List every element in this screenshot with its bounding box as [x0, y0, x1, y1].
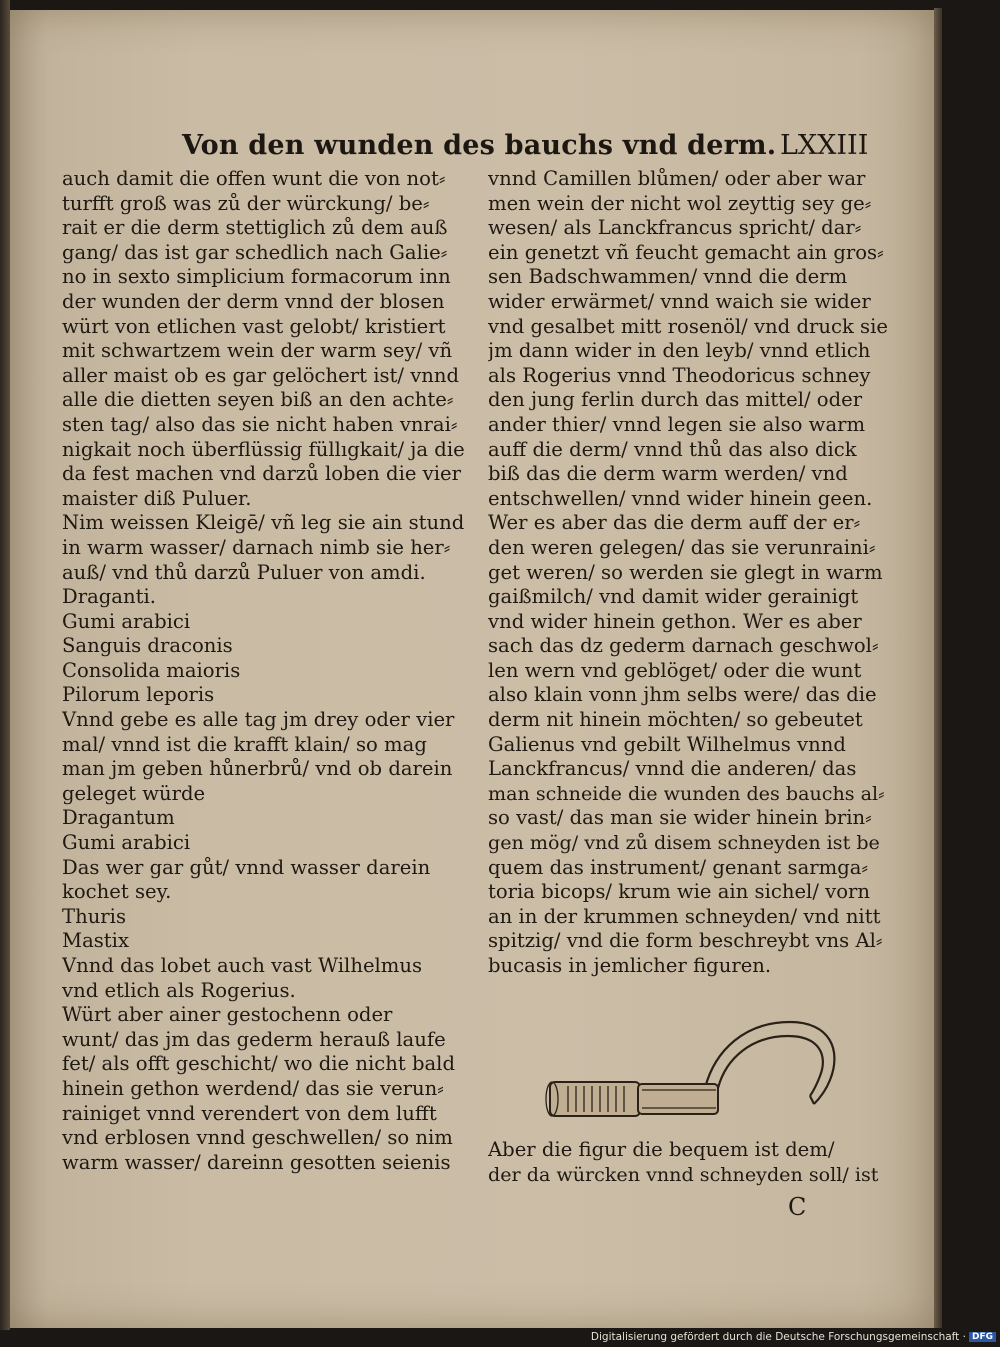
dfg-credit-footer	[590, 1331, 1000, 1347]
text-line: man schneide die wunden des bauchs al⸗	[488, 781, 885, 805]
text-line: alle die dietten seyen biß an den achte⸗	[62, 388, 454, 412]
running-title: Von den wunden des bauchs vnd derm.	[182, 130, 777, 161]
text-line: derm nit hinein möchten/ so gebeutet	[488, 708, 863, 732]
text-line: Nim weissen Kleigē/ vñ leg sie ain stund	[62, 511, 465, 535]
text-line: den weren gelegen/ das sie verunraini⸗	[488, 535, 876, 559]
folio-number: LXXIII	[780, 130, 869, 161]
text-line: get weren/ so werden sie glegt in warm	[488, 560, 883, 584]
text-line: nigkait noch überflüssig füllıgkait/ ja die	[62, 437, 465, 461]
text-line: Das wer gar gůt/ vnnd wasser darein	[62, 855, 431, 879]
text-line: Consolida maioris	[62, 658, 241, 682]
text-line: also klain vonn jhm selbs were/ das die	[488, 683, 877, 707]
text-line: fet/ als offt geschicht/ wo die nicht bald	[62, 1052, 455, 1076]
text-line: sach das dz gederm darnach geschwol⸗	[488, 634, 879, 658]
text-line: jm dann wider in den leyb/ vnnd etlich	[488, 339, 871, 363]
text-line: no in sexto simplicium formacorum inn	[62, 265, 451, 289]
text-line: den jung ferlin durch das mittel/ oder	[488, 388, 863, 412]
text-line: Thuris	[62, 904, 126, 928]
text-line: vnd erblosen vnnd geschwellen/ so nim	[62, 1126, 453, 1150]
text-column-left	[62, 167, 472, 1175]
text-line: Mastix	[62, 929, 129, 953]
text-line: ander thier/ vnnd legen sie also warm	[488, 412, 866, 436]
text-line: würt von etlichen vast gelobt/ kristiert	[62, 314, 446, 338]
dfg-logo: DFG	[969, 1332, 996, 1342]
book-edge-left	[0, 0, 10, 1330]
text-line: als Rogerius vnnd Theodoricus schney	[488, 363, 871, 387]
text-line: gen mög/ vnd zů disem schneyden ist be	[488, 831, 880, 855]
text-line: so vast/ das man sie wider hinein brin⸗	[488, 806, 872, 830]
text-line: Lanckfrancus/ vnnd die anderen/ das	[488, 757, 857, 781]
text-line: toria bicops/ krum wie ain sichel/ vorn	[488, 880, 871, 904]
text-line: sten tag/ also das sie nicht haben vnrai⸗	[62, 412, 458, 436]
book-edge-right	[934, 8, 942, 1328]
text-line: mit schwartzem wein der warm sey/ vñ	[62, 339, 453, 363]
text-line: Wer es aber das die derm auff der er⸗	[488, 511, 861, 535]
text-line: da fest machen vnd darzů loben die vier	[62, 462, 461, 486]
footer-text: Digitalisierung gefördert durch die Deutsche Forschungsgemeinschaft ·	[590, 1331, 966, 1343]
text-line: an in der krummen schneyden/ vnd nitt	[488, 904, 881, 928]
text-line: auß/ vnd thů darzů Puluer von amdi.	[62, 560, 426, 584]
text-line: biß das die derm warm werden/ vnd	[488, 462, 848, 486]
text-line: in warm wasser/ darnach nimb sie her⸗	[62, 535, 451, 559]
text-line: Gumi arabici	[62, 609, 191, 633]
text-line: maister diß Puluer.	[62, 486, 252, 510]
text-line: bucasis in jemlicher figuren.	[488, 954, 772, 977]
sickle-knife-illustration	[530, 1010, 860, 1140]
text-line: quem das instrument/ genant sarmga⸗	[488, 855, 868, 879]
signature-mark: C	[788, 1193, 807, 1221]
text-line: warm wasser/ dareinn gesotten seienis	[62, 1150, 451, 1174]
text-line: gaißmilch/ vnd damit wider gerainigt	[488, 585, 859, 609]
text-line: Würt aber ainer gestochenn oder	[62, 1003, 393, 1027]
text-line: Draganti.	[62, 585, 156, 609]
text-line: wider erwärmet/ vnnd waich sie wider	[488, 289, 871, 313]
text-line: Dragantum	[62, 806, 175, 830]
text-line: mal/ vnnd ist die krafft klain/ so mag	[62, 732, 427, 756]
caption-line: Aber die figur die bequem ist dem/	[488, 1138, 835, 1161]
text-line: rainiget vnnd verendert von dem lufft	[62, 1101, 437, 1125]
page-header	[10, 130, 934, 170]
text-line: aller maist ob es gar gelöchert ist/ vnnd	[62, 363, 460, 387]
text-line: kochet sey.	[62, 880, 172, 904]
text-line: Pilorum leporis	[62, 683, 215, 707]
book-page	[10, 10, 934, 1328]
text-line: Vnnd das lobet auch vast Wilhelmus	[62, 954, 423, 977]
text-line: rait er die derm stettiglich zů dem auß	[62, 216, 448, 240]
text-line: spitzig/ vnd die form beschreybt vns Al⸗	[488, 929, 883, 953]
text-line: entschwellen/ vnnd wider hinein geen.	[488, 486, 873, 510]
text-line: Gumi arabici	[62, 831, 191, 855]
text-line: gang/ das ist gar schedlich nach Galie⸗	[62, 240, 448, 264]
text-line: hinein gethon werdend/ das sie verun⸗	[62, 1076, 444, 1100]
text-line: vnd gesalbet mitt rosenöl/ vnd druck sie	[488, 314, 888, 338]
text-line: vnd wider hinein gethon. Wer es aber	[488, 609, 862, 633]
text-line: vnnd Camillen blůmen/ oder aber war	[488, 167, 866, 190]
text-line: wunt/ das jm das gederm herauß laufe	[62, 1027, 446, 1051]
caption-line: der da würcken vnnd schneyden soll/ ist	[488, 1162, 879, 1186]
text-line: len wern vnd geblöget/ oder die wunt	[488, 658, 862, 682]
text-line: vnd etlich als Rogerius.	[62, 978, 296, 1002]
text-line: Galienus vnd gebilt Wilhelmus vnnd	[488, 732, 846, 756]
text-line: auch damit die offen wunt die von not⸗	[62, 167, 446, 190]
text-line: wesen/ als Lanckfrancus spricht/ dar⸗	[488, 216, 862, 240]
text-line: Sanguis draconis	[62, 634, 233, 658]
text-line: der wunden der derm vnnd der blosen	[62, 289, 445, 313]
figure-caption	[488, 1138, 888, 1187]
text-line: geleget würde	[62, 781, 206, 805]
text-line: auff die derm/ vnnd thů das also dick	[488, 437, 857, 461]
text-line: turfft groß was zů der würckung/ be⸗	[62, 191, 430, 215]
text-line: men wein der nicht wol zeyttig sey ge⸗	[488, 191, 872, 215]
text-line: man jm geben hůnerbrů/ vnd ob darein	[62, 757, 453, 781]
text-line: Vnnd gebe es alle tag jm drey oder vier	[62, 708, 455, 732]
text-line: ein genetzt vñ feucht gemacht ain gros⸗	[488, 240, 884, 264]
text-line: sen Badschwammen/ vnnd die derm	[488, 265, 848, 289]
text-column-right	[488, 167, 888, 979]
